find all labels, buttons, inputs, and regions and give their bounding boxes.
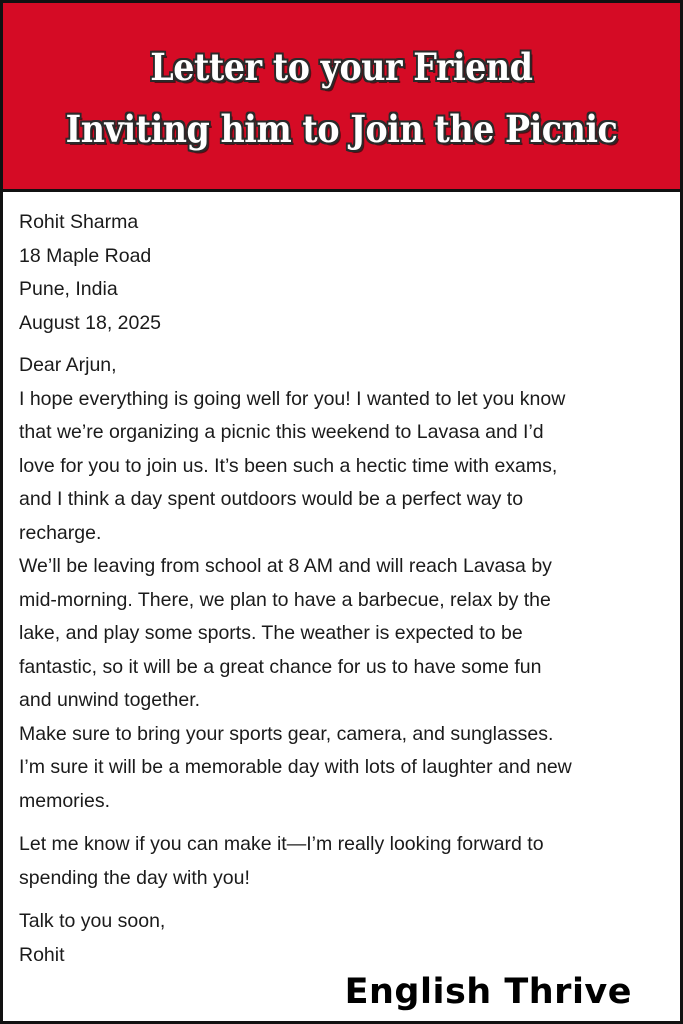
sign-off xyxy=(19,905,680,972)
paragraph-1-line: I hope everything is going well for you! I wanted to let you know xyxy=(19,387,566,410)
sender-street: 18 Maple Road xyxy=(19,244,152,267)
paragraph-3-line: memories. xyxy=(19,789,111,812)
paragraph-4 xyxy=(19,828,680,895)
paragraph-1-line: love for you to join us. It’s been such a hectic time with exams, xyxy=(19,454,558,477)
paragraph-1-line: recharge. xyxy=(19,521,102,544)
letter-main xyxy=(19,349,680,818)
paragraph-3-line: I’m sure it will be a memorable day with lots of laughter and new xyxy=(19,756,572,778)
paragraph-2-line: lake, and play some sports. The weather is expected to be xyxy=(19,622,523,644)
closing: Talk to you soon, xyxy=(19,910,166,932)
title-banner xyxy=(3,3,680,192)
sender-address xyxy=(19,206,680,340)
letter-body xyxy=(3,192,680,972)
sender-city: Pune, India xyxy=(19,278,118,300)
brand-watermark: English Thrive xyxy=(344,972,632,1012)
signature: Rohit xyxy=(19,943,65,966)
paragraph-4-line: Let me know if you can make it—I’m really looking forward to xyxy=(19,833,544,855)
sender-name: Rohit Sharma xyxy=(19,211,139,233)
paragraph-2-line: mid-morning. There, we plan to have a barbecue, relax by the xyxy=(19,588,551,611)
paragraph-2-line: fantastic, so it will be a great chance for us to have some fun xyxy=(19,655,542,678)
title-line-1: Letter to your Friend xyxy=(150,45,533,89)
salutation: Dear Arjun, xyxy=(19,354,117,376)
paragraph-1-line: and I think a day spent outdoors would be a perfect way to xyxy=(19,488,524,510)
paragraph-4-line: spending the day with you! xyxy=(19,866,250,889)
paragraph-1-line: that we’re organizing a picnic this weekend to Lavasa and I’d xyxy=(19,421,544,443)
paragraph-2-line: and unwind together. xyxy=(19,689,201,711)
title-line-2: Inviting him to Join the Picnic xyxy=(65,107,618,151)
letter-date: August 18, 2025 xyxy=(19,311,162,334)
paragraph-3-line: Make sure to bring your sports gear, camera, and sunglasses. xyxy=(19,722,554,745)
paragraph-2-line: We’ll be leaving from school at 8 AM and will reach Lavasa by xyxy=(19,555,552,577)
